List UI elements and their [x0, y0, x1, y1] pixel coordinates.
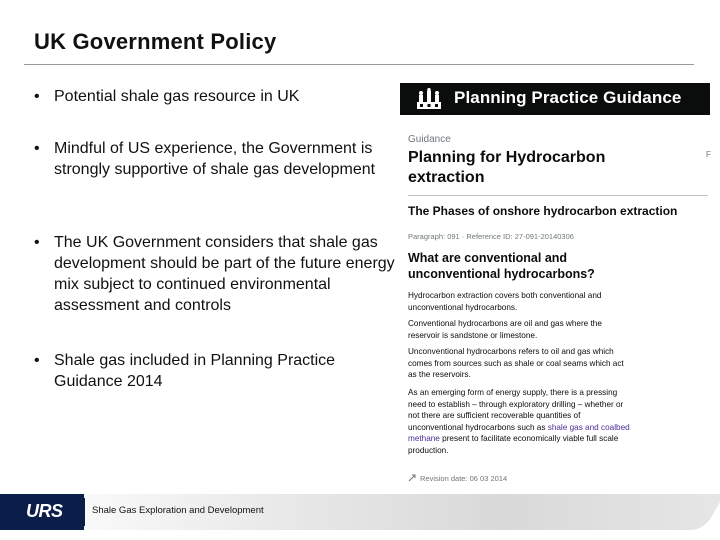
edge-mark: F: [706, 150, 711, 159]
slide-footer: [0, 494, 720, 540]
bullet-text: Potential shale gas resource in UK: [54, 88, 300, 105]
guidance-divider: [408, 195, 708, 196]
paragraph-text: present to facilitate economically viable full scale production.: [408, 434, 619, 455]
bullet-item: [34, 138, 399, 180]
footer-text: Shale Gas Exploration and Development: [92, 505, 264, 516]
bullet-item: [34, 232, 399, 316]
revision-text: Revision date: 06 03 2014: [420, 474, 508, 483]
bullet-text: Shale gas included in Planning Practice Guidance 2014: [54, 352, 336, 390]
guidance-paragraph: Conventional hydrocarbons are oil and gas where the reservoir is sandstone or limestone.: [408, 319, 602, 340]
question-heading: What are conventional and unconventional hydrocarbons?: [408, 251, 595, 281]
urs-logo: URS: [26, 501, 63, 521]
guidance-paragraph: Unconventional hydrocarbons refers to oil and gas which comes from sources such as shale or coal seams which act as the reservoirs.: [408, 347, 624, 379]
shale-gas-link[interactable]: shale gas and coalbed methane: [408, 422, 630, 443]
footer-separator: [84, 498, 85, 526]
crown-icon: [416, 88, 442, 110]
bullet-text: Mindful of US experience, the Government is strongly supportive of shale gas development: [54, 140, 376, 178]
planning-guidance-banner: [400, 83, 710, 115]
bullet-item: [34, 350, 399, 392]
section-heading: The Phases of onshore hydrocarbon extraction: [408, 204, 678, 218]
bullet-dot: •: [34, 352, 40, 369]
paragraph-reference: Paragraph: 091 · Reference ID: 27-091-20140306: [408, 232, 574, 241]
guidance-title: Planning for Hydrocarbon extraction: [408, 149, 606, 186]
guidance-label: Guidance: [408, 134, 451, 145]
bullet-text: The UK Government considers that shale gas development should be part of the future energy mix subject to continued environmental assessment and controls: [54, 234, 395, 314]
paragraph-text: As an emerging form of energy supply, there is a pressing need to establish – through exploratory drilling – whether or not there are sufficient recoverable quantities of unconventional hydrocarbons such as: [408, 388, 624, 432]
guidance-paragraph: Hydrocarbon extraction covers both conventional and unconventional hydrocarbons.: [408, 291, 602, 312]
bullet-dot: •: [34, 234, 40, 251]
bullet-dot: •: [34, 140, 40, 157]
guidance-paragraph: [408, 387, 630, 456]
bullet-item: [34, 86, 299, 107]
bullet-dot: •: [34, 88, 40, 105]
footer-curve: [0, 494, 720, 540]
title-divider: [24, 64, 694, 65]
slide-title: UK Government Policy: [34, 29, 277, 54]
banner-title: Planning Practice Guidance: [454, 88, 682, 107]
link-icon: [408, 474, 416, 482]
revision-date: [408, 474, 507, 483]
